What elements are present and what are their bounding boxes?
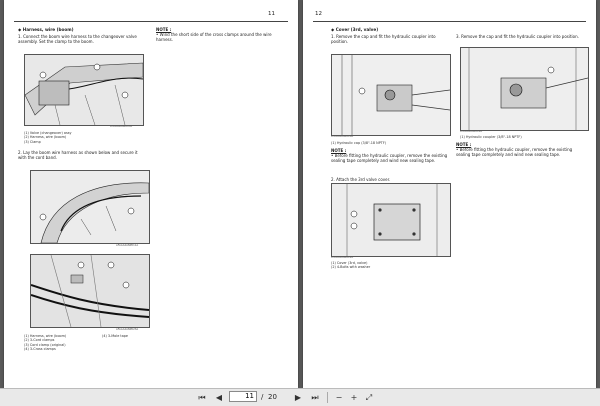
zoom-out-icon[interactable]: − [335,393,343,402]
figure-legend: (1) Cover (3rd, valve) (2) 4-Bolts with washer [331,261,371,270]
section-heading: ◆ Cover (3rd, valve) [331,27,379,32]
page-total: 20 [268,393,277,401]
figure-code: AFAAA2ANP020A [331,135,354,138]
figure-legend: (1) Hydraulic cap (3/8"-18 NPTF) [331,141,387,145]
page-number: 12 [315,11,322,17]
page-11 [4,0,298,388]
viewer-toolbar [0,388,600,406]
page-12 [303,0,596,388]
first-page-icon[interactable]: ⏮ [198,393,206,402]
figure-code: AFAAA2ANP011A [116,244,139,247]
last-page-icon[interactable]: ⏭ [311,393,319,402]
header-rule [313,21,586,22]
step-2: 2. Attach the 3rd valve cover. [331,177,391,182]
figure-legend: (1) Hydraulic coupler (3/8"-18 NPTF) [460,135,522,139]
figure-valve-cover [331,183,451,257]
figure-hydraulic-cap [331,54,451,136]
next-page-icon[interactable]: ▶ [294,393,302,402]
figure-code: AFAAA2ANP024A [460,130,483,133]
step-1: 1. Connect the boom wire harness to the changeover valve assembly. Set the clamp to the boom. [18,34,137,45]
figure-boom-routing [30,170,150,244]
figure-legend: (1) Valve (changeover) assy (2) Harness, wire (boom) (3) Clamp [24,131,72,144]
step-3: 3. Remove the cap and fit the hydraulic coupler into position. [456,34,579,39]
page-separator: / [261,393,264,401]
fit-page-icon[interactable]: ⤢ [365,393,373,402]
figure-hydraulic-coupler [460,47,589,131]
section-heading: ◆ Harness, wire (boom) [18,27,74,32]
header-rule [14,21,288,22]
note-2: NOTE : • Before fitting the hydraulic coupler, remove the existing sealing tape completely and wind new sealing tape. [456,142,573,158]
figure-legend: (1) Harness, wire (boom) (2) 3-Cord clamps (3) Cord clamp (original) (4) 3-Cross clamps [24,334,67,351]
toolbar-divider [327,392,328,403]
figure-code: AFAAA2ANP022A [331,256,354,259]
step-1: 1. Remove the cap and fit the hydraulic coupler into position. [331,34,436,45]
figure-valve-harness [24,54,144,126]
note: NOTE : • Wind the short side of the cross clamps around the wire harness. [156,27,272,43]
page-number-input[interactable] [229,391,257,402]
zoom-in-icon[interactable]: + [350,393,358,402]
figure-boom-clamps [30,254,150,328]
figure-legend: (4) 3-Mole tape [102,334,129,338]
note-1: NOTE : • Before fitting the hydraulic coupler, remove the existing sealing tape completely and wind new sealing tape. [331,148,448,164]
page-number: 11 [268,11,275,17]
previous-page-icon[interactable]: ◀ [215,393,223,402]
step-2: 2. Lay the boom wire harness as shown below and secure it with the cord band. [18,150,138,161]
figure-code: AFAAA2ANP003A [110,125,133,128]
figure-code: AFAAA2ANP023A [116,328,139,331]
